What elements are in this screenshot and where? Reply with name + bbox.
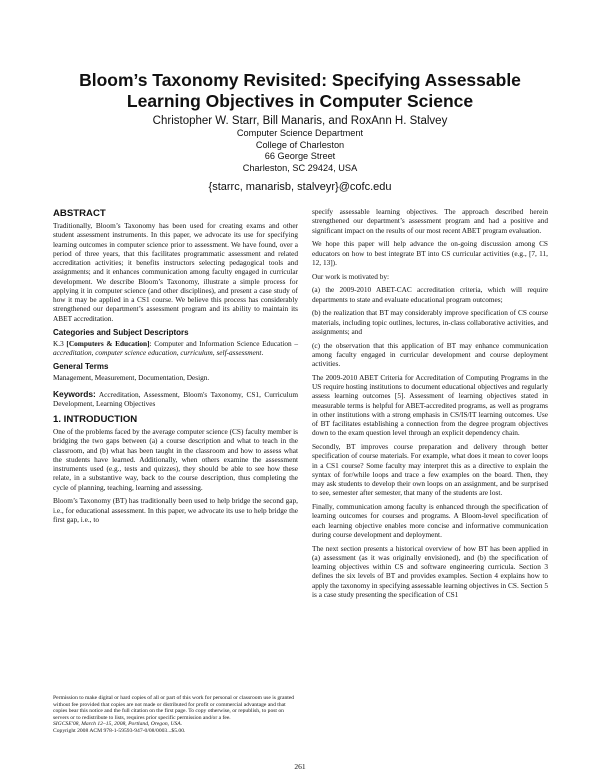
categories-paragraph: [53, 339, 298, 358]
categories-italic: accreditation, computer science education, curriculum, self-assessment: [53, 348, 262, 357]
body-paragraph: Our work is motivated by:: [312, 271, 390, 281]
intro-paragraph-1: One of the problems faced by the average computer science (CS) faculty member is bridging the two gaps between (a) a course description and what to teach in the classroom, and (b) what has been taught in the classroom and how to assess what the students have learned. Additionally, when others examine the assessment instruments used (e.g., tests and quizzes), they should be able to see how these relate, in a substantive way, back to the course description, thus completing the cycle of planning, teaching, learning and assessing.: [53, 427, 298, 492]
affiliation-line: Computer Science Department: [236, 128, 364, 138]
introduction-heading: 1. INTRODUCTION: [53, 414, 138, 425]
left-column: [53, 206, 298, 529]
footnote-permission: Permission to make digital or hard copies of all or part of this work for personal or classroom use is granted without fee provided that copies are not made or distributed for profit or commercial advantage and that copies bear this notice and the full citation on the first page. To copy otherwise, or republish, to post on servers or to redistribute to lists, requires prior specific permission and/or a fee.: [53, 695, 295, 721]
copyright-footnote: [53, 695, 298, 735]
affiliation-line: Charleston, SC 29424, USA: [242, 162, 358, 173]
title-line-1: Bloom’s Taxonomy Revisited: Specifying Assessable: [79, 70, 521, 90]
categories-heading: Categories and Subject Descriptors: [53, 327, 189, 337]
categories-bold: [Computers & Education]: [66, 338, 150, 348]
paper-title: [40, 70, 560, 112]
motivation-item-a: (a) the 2009-2010 ABET-CAC accreditation criteria, which will require departments to state and evaluate educational program outcomes;: [312, 285, 548, 304]
affiliation-line: 66 George Street: [264, 151, 336, 162]
categories-end: .: [261, 348, 264, 357]
keywords-paragraph: [53, 390, 298, 409]
body-paragraph: We hope this paper will help advance the on-going discussion among CS educators on how to best integrate BT into CS curricular activities (e.g., [7, 11, 12, 13]).: [312, 239, 548, 267]
keywords-text: Accreditation, Assessment, Bloom's Taxonomy, CS1, Curriculum Development, Learning Objectives: [53, 389, 298, 408]
abstract-paragraph: Traditionally, Bloom’s Taxonomy has been used for creating exams and other student assessment instruments. In this paper, we advocate its use for specifying learning outcomes in computer science prior to assessment. We have found, over a period of three years, that this facilitates programmatic assessment and related accreditation activities; it benefits instructors selecting pedagogical tools and assignments; and it enhances communication among faculty engaged in curricular development. We describe Bloom’s Taxonomy, illustrate a simple process for applying it in computer science (and other disciplines), and present a case study of how it may be applied in a CS1 course. We believe this process has considerably strengthened our department’s assessment program and its ability to maintain its ABET accreditation.: [53, 221, 298, 323]
abstract-heading: ABSTRACT: [53, 208, 106, 219]
title-line-2: Learning Objectives in Computer Science: [126, 91, 474, 111]
author-emails: {starrc, manarisb, stalveyr}@cofc.edu: [208, 181, 392, 193]
general-terms-text: Management, Measurement, Documentation, Design.: [53, 373, 210, 383]
keywords-label: Keywords:: [53, 388, 96, 399]
author-list: Christopher W. Starr, Bill Manaris, and RoxAnn H. Stalvey: [152, 115, 448, 127]
right-column: [312, 207, 548, 604]
categories-code: K.3: [53, 338, 67, 348]
body-paragraph: Secondly, BT improves course preparation and delivery through better specification of course materials. For example, what does it mean to cover loops in a CS1 course? Some faculty may interpret this as a directive to explain the syntax of for/while loops and trace a few examples on the board. Then, they may ask students to develop their own loops on an assignment, and be surprised to see, semester after semester, that many of the students are lost.: [312, 442, 548, 498]
footnote-copyright: Copyright 2008 ACM 978-1-59593-947-0/08/0003...$5.00.: [53, 727, 186, 734]
footnote-conference: SIGCSE'08, March 12–15, 2008, Portland, Oregon, USA.: [53, 721, 183, 728]
general-terms-heading: General Terms: [53, 362, 109, 372]
categories-plain: : Computer and Information Science Education –: [149, 338, 298, 348]
body-paragraph: The 2009-2010 ABET Criteria for Accreditation of Computing Programs in the US require hosting institutions to document educational objectives and regularly assess learning outcomes [5]. Assessment of learning objectives stated in measurable terms is helpful for ABET-accredited programs, as well as programs in other institutions with a strong emphasis in CS/IS/IT learning outcomes. Use of BT facilitates establishing a connection from the degree program objectives down to the exam question level through an explicit dependency chain.: [312, 372, 548, 438]
affiliation: [40, 128, 560, 174]
affiliation-line: College of Charleston: [255, 139, 345, 150]
page-number: 261: [294, 762, 306, 771]
motivation-item-c: (c) the observation that this application of BT may enhance communication among faculty engaged in curricular development and course deployment activities.: [312, 340, 548, 368]
intro-paragraph-2: Bloom’s Taxonomy (BT) has traditionally been used to help bridge the second gap, i.e., for educational assessment. In this paper, we advocate its use to help bridge the first gap, i.e., to: [53, 496, 298, 524]
body-paragraph: Finally, communication among faculty is enhanced through the specification of learning outcomes for courses and programs. A Bloom-level specification of each learning objective enables more concise and informative communication during course development and deployment.: [312, 502, 548, 539]
body-paragraph: The next section presents a historical overview of how BT has been applied in (a) assessment (as it was originally envisioned), and (b) the specification of learning objectives within CS and software engineering curricula. Section 3 defines the six levels of BT and provides examples. Section 4 explains how to apply the taxonomy in specifying assessable learning objectives in CS. Section 5 is a case study presenting the specification of CS1: [312, 543, 548, 599]
body-paragraph: specify assessable learning objectives. The approach described herein strengthened our department’s assessment program and had a positive and significant impact on the results of our most recent ABET program evaluation.: [312, 207, 548, 235]
motivation-item-b: (b) the realization that BT may considerably improve specification of CS course materials, including topic outlines, lectures, in-class collaborative activities, and assignments; and: [312, 308, 548, 336]
